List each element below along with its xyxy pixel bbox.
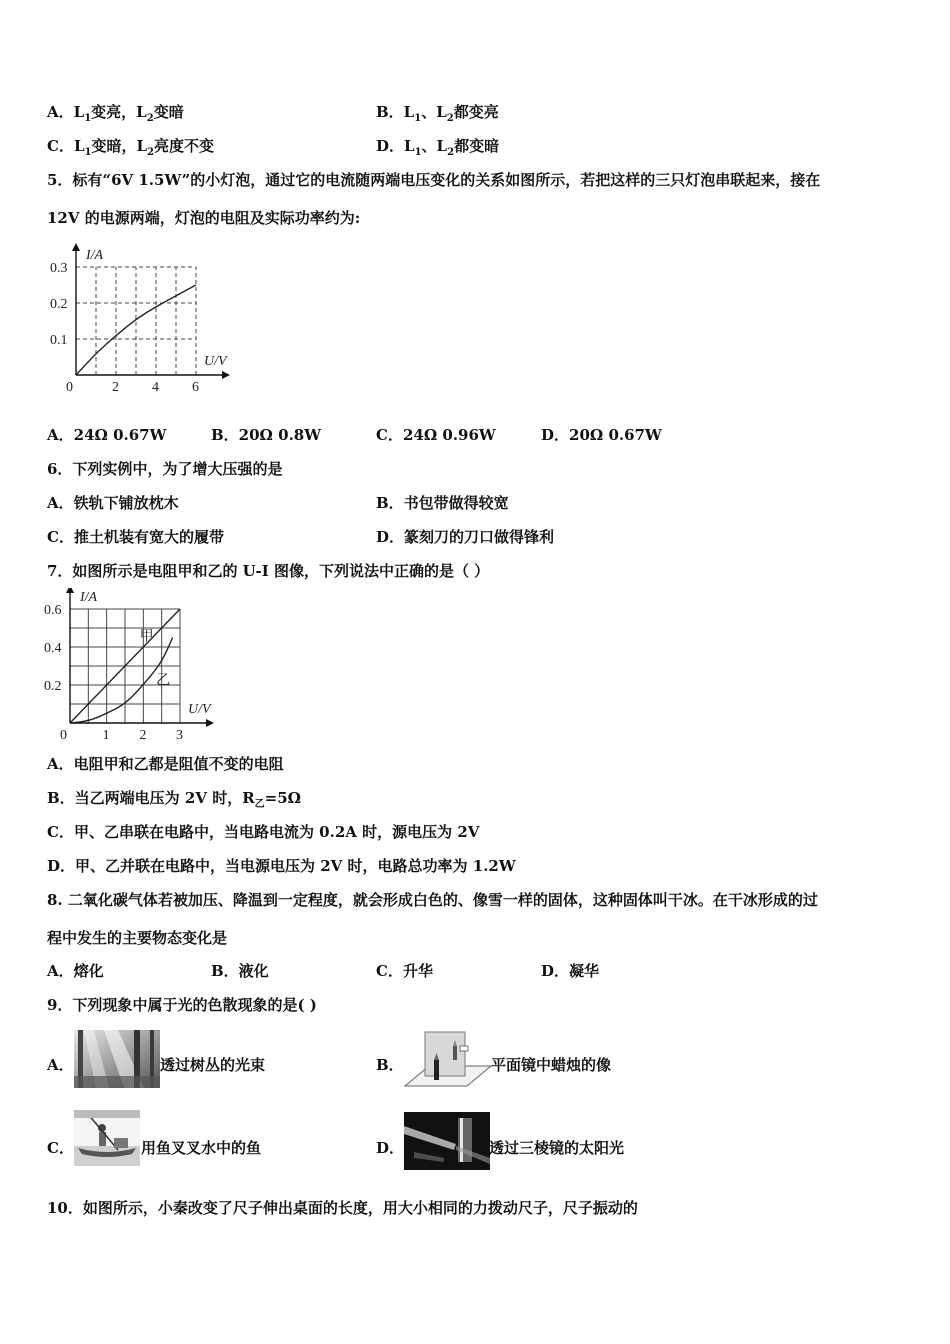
- q9-option-b-text: 平面镜中蜡烛的像: [491, 1056, 612, 1074]
- q7-option-c: C．甲、乙串联在电路中，当电路电流为 0.2A 时，源电压为 2V: [47, 823, 480, 841]
- q7-option-d: D．甲、乙并联在电路中，当电源电压为 2V 时，电路总功率为 1.2W: [47, 857, 516, 875]
- q9-stem: 9．下列现象中属于光的色散现象的是( ): [47, 996, 317, 1014]
- q5-option-d: D．20Ω 0.67W: [541, 426, 662, 444]
- q9-option-d-label: D．: [376, 1139, 405, 1157]
- y-tick-label: 0.4: [44, 641, 62, 656]
- q6-option-a: A．铁轨下铺放枕木: [47, 494, 179, 512]
- q7-ui-chart: [40, 588, 240, 746]
- x-tick-label: 1: [102, 728, 110, 743]
- q9-option-b-label: B．: [376, 1056, 404, 1074]
- q7-option-a: A．电阻甲和乙都是阻值不变的电阻: [47, 755, 284, 773]
- fishing-spear-illustration: [74, 1110, 140, 1166]
- x-tick-label: 2: [139, 728, 147, 743]
- y-axis-label: I/A: [86, 248, 104, 263]
- x-axis-label: U/V: [204, 354, 227, 369]
- x-axis-label: U/V: [188, 702, 211, 717]
- q6-option-b: B．书包带做得较宽: [376, 494, 509, 512]
- prism-sunlight-photo: [404, 1112, 490, 1170]
- q8-stem-line2: 程中发生的主要物态变化是: [47, 929, 228, 947]
- x-tick-label: 3: [176, 728, 183, 743]
- q5-stem-line1: 5．标有“6V 1.5W”的小灯泡，通过它的电流随两端电压变化的关系如图所示，若把这样的三只灯泡串联起来，接在: [47, 171, 821, 189]
- q5-option-a: A．24Ω 0.67W: [47, 426, 167, 444]
- x-axis-arrow-icon: [206, 719, 214, 727]
- x-tick-label: 2: [112, 380, 119, 395]
- q6-stem: 6．下列实例中，为了增大压强的是: [47, 460, 283, 478]
- y-tick-label: 0.3: [50, 261, 68, 276]
- q8-option-a: A．熔化: [47, 962, 104, 980]
- q9-option-d-text: 透过三棱镜的太阳光: [489, 1139, 625, 1157]
- plane-mirror-candle-diagram: [403, 1028, 493, 1090]
- x-axis-arrow-icon: [222, 371, 230, 379]
- q9-option-c-text: 用鱼叉叉水中的鱼: [141, 1139, 262, 1157]
- x-tick-label: 6: [192, 380, 199, 395]
- x-tick-label: 0: [60, 728, 67, 743]
- q9-option-c-label: C．: [47, 1139, 74, 1157]
- q6-option-c: C．推土机装有宽大的履带: [47, 528, 224, 546]
- q4-option-d: D．$L_1$、$L_2$都变暗: [376, 137, 500, 158]
- x-tick-label: 4: [152, 380, 159, 395]
- q5-option-c: C．24Ω 0.96W: [376, 426, 496, 444]
- y-axis-arrow-icon: [66, 588, 74, 593]
- y-tick-label: 0.2: [50, 297, 68, 312]
- x-tick-label: 0: [66, 380, 73, 395]
- y-axis-arrow-icon: [72, 243, 80, 251]
- q7-stem: 7．如图所示是电阻甲和乙的 U-I 图像，下列说法中正确的是（ ）: [47, 562, 490, 580]
- series-label-jia: 甲: [139, 629, 154, 645]
- q4-option-c: C．$L_1$变暗，$L_2$亮度不变: [47, 137, 215, 158]
- q5-stem-line2: 12V 的电源两端，灯泡的电阻及实际功率约为:: [47, 209, 361, 227]
- q8-option-c: C．升华: [376, 962, 433, 980]
- q7-option-b: B．当乙两端电压为 2V 时，$R_乙=5\Omega$: [47, 789, 302, 810]
- q9-option-a-label: A．: [47, 1056, 74, 1074]
- q4-option-a: A．$L_1$变亮，$L_2$变暗: [47, 103, 184, 124]
- forest-light-beams-photo: [74, 1030, 160, 1088]
- y-tick-label: 0.6: [44, 603, 62, 618]
- series-label-yi: 乙: [156, 673, 171, 689]
- q4-option-b: B．$L_1$、$L_2$都变亮: [376, 103, 499, 124]
- q10-stem: 10．如图所示，小秦改变了尺子伸出桌面的长度，用大小相同的力拨动尺子，尺子振动的: [47, 1199, 638, 1217]
- q8-option-d: D．凝华: [541, 962, 600, 980]
- y-tick-label: 0.2: [44, 679, 62, 694]
- q9-option-a-text: 透过树丛的光束: [160, 1056, 266, 1074]
- q5-option-b: B．20Ω 0.8W: [211, 426, 322, 444]
- q5-iu-chart: [40, 238, 250, 398]
- y-axis-label: I/A: [80, 590, 98, 605]
- q8-stem-line1: 8. 二氧化碳气体若被加压、降温到一定程度，就会形成白色的、像雪一样的固体，这种固体叫干冰。在干冰形成的过: [47, 891, 818, 909]
- y-tick-label: 0.1: [50, 333, 68, 348]
- q8-option-b: B．液化: [211, 962, 269, 980]
- q6-option-d: D．篆刻刀的刀口做得锋利: [376, 528, 555, 546]
